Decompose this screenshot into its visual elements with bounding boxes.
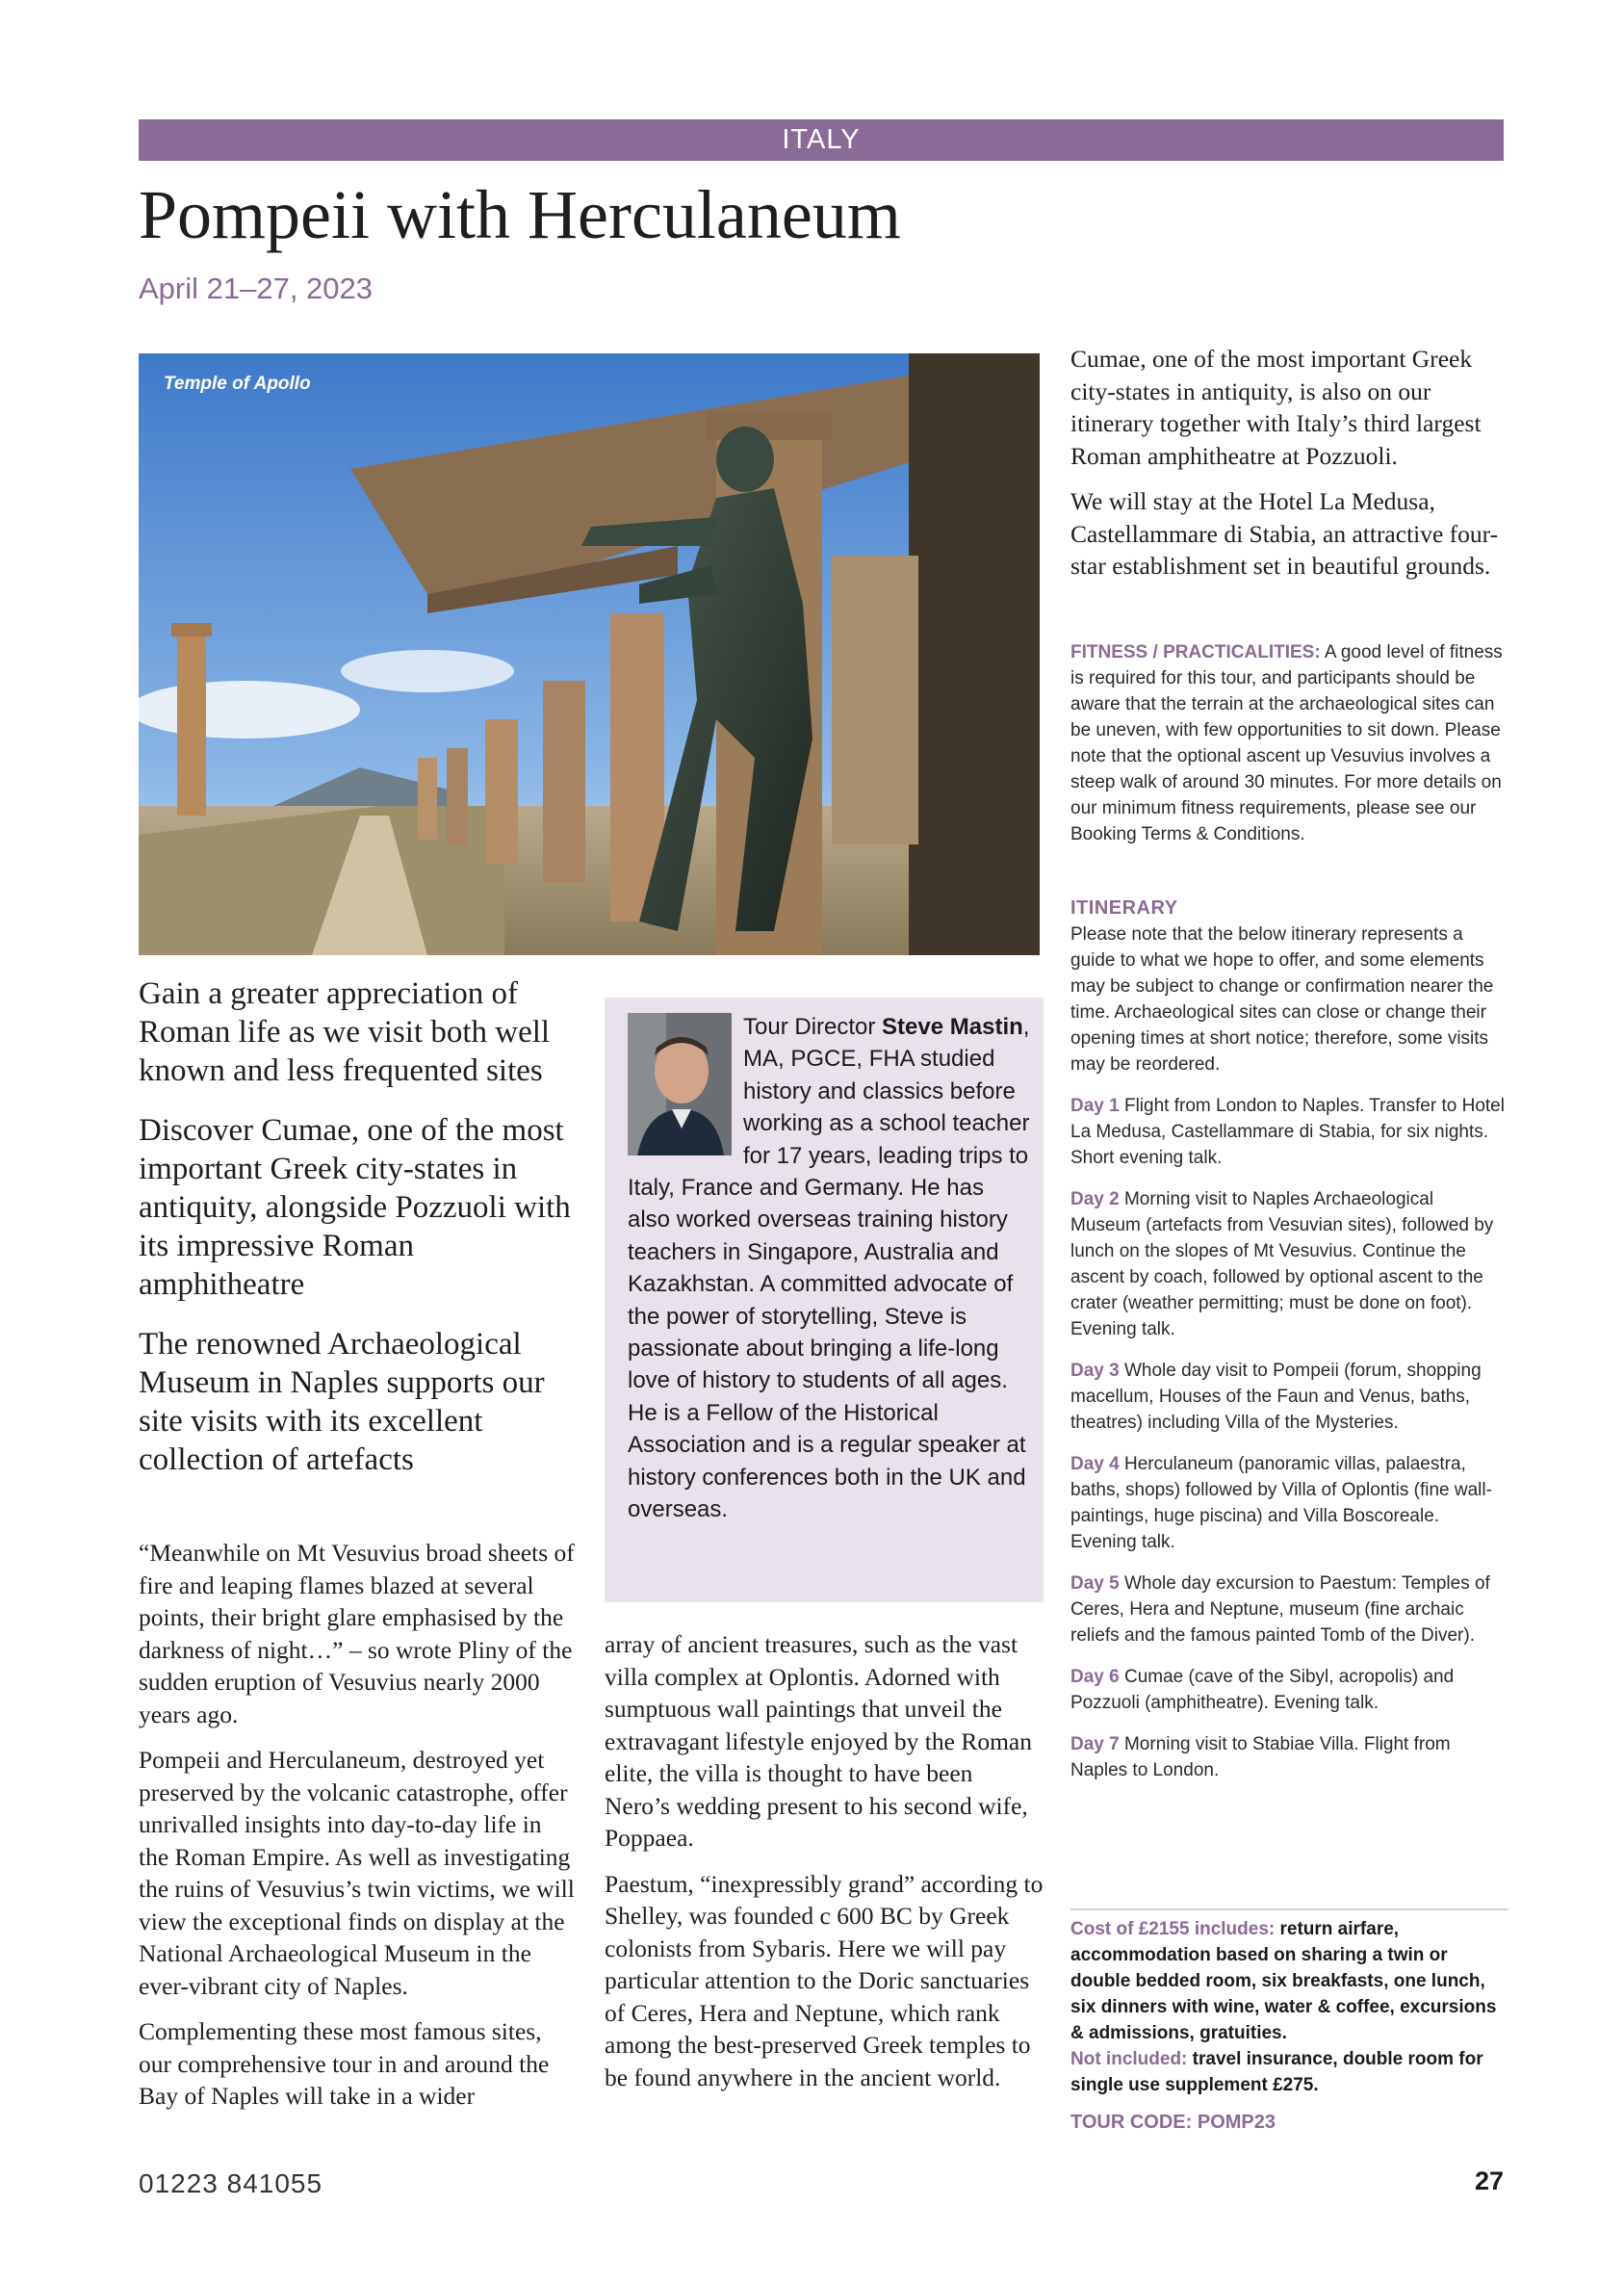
itinerary-day bbox=[1070, 1451, 1508, 1555]
day-label: Day 6 bbox=[1070, 1667, 1120, 1687]
day-label: Day 4 bbox=[1070, 1454, 1120, 1474]
highlight-2: Discover Cumae, one of the most important Greek city-states in antiquity, alongside Pozzuoli with its impressive Roman amphitheatre bbox=[139, 1113, 571, 1302]
fitness-text: A good level of fitness is required for this tour, and participants should be aware that the terrain at the archaeological sites can be uneven, with few opportunities to sit down. Please note that the optional ascent up Vesuvius involves a steep walk of around 30 minutes. For more details on our minimum fitness requirements, please see our Booking Terms & Conditions. bbox=[1070, 642, 1503, 844]
day-text: Herculaneum (panoramic villas, palaestra, baths, shops) followed by Villa of Oplontis (fine wall-paintings, huge piscina) and Villa Boscoreale. Evening talk. bbox=[1070, 1454, 1492, 1552]
phone-number: 01223 841055 bbox=[139, 2168, 323, 2198]
region-banner bbox=[139, 119, 1504, 161]
portrait-image bbox=[628, 1013, 732, 1155]
photo-caption: Temple of Apollo bbox=[164, 374, 311, 394]
day-label: Day 7 bbox=[1070, 1734, 1120, 1754]
column-2-body bbox=[605, 1628, 1044, 2107]
fitness-label: FITNESS / PRACTICALITIES: bbox=[1070, 642, 1321, 662]
intro-body bbox=[139, 1537, 578, 2126]
cost-includes-label: Cost of £2155 includes: bbox=[1070, 1919, 1276, 1939]
fitness-section bbox=[1070, 639, 1508, 863]
temple-of-apollo-photo bbox=[139, 353, 1040, 955]
itinerary-day bbox=[1070, 1664, 1508, 1716]
highlight-3: The renowned Archaeological Museum in Naples supports our site visits with its excellent collection of artefacts bbox=[139, 1327, 545, 1477]
day-text: Cumae (cave of the Sibyl, acropolis) and Pozzuoli (amphitheatre). Evening talk. bbox=[1070, 1667, 1455, 1713]
day-label: Day 1 bbox=[1070, 1096, 1120, 1116]
day-text: Whole day visit to Pompeii (forum, shopping macellum, Houses of the Faun and Venus, baths, theatres) including Villa of the Mysteries. bbox=[1070, 1361, 1482, 1433]
director-name: Steve Mastin bbox=[882, 1014, 1023, 1040]
itinerary-day bbox=[1070, 1093, 1508, 1171]
cost-excluded bbox=[1070, 2046, 1508, 2098]
photo-illustration bbox=[139, 353, 1040, 955]
body-paragraph: Complementing these most famous sites, our comprehensive tour in and around the Bay of Naples will take in a wider bbox=[139, 2017, 550, 2110]
day-text: Flight from London to Naples. Transfer to Hotel La Medusa, Castellammare di Stabia, for six nights. Short evening talk. bbox=[1070, 1096, 1505, 1168]
tour-dates: April 21–27, 2023 bbox=[139, 272, 374, 305]
column-3-intro bbox=[1070, 343, 1508, 596]
highlight-1: Gain a greater appreciation of Roman life as we visit both well known and less frequented sites bbox=[139, 976, 551, 1088]
body-paragraph: “Meanwhile on Mt Vesuvius broad sheets of fire and leaping flames blazed at several points, their bright glare emphasised by the darkness of night…” – so wrote Pliny of the sudden eruption of Vesuvius nearly 2000 years ago. bbox=[139, 1539, 575, 1728]
director-bio: , MA, PGCE, FHA studied history and classics before working as a school teacher for 17 years, leading trips to Italy, France and Germany. He has also worked overseas training history teachers in Singapore, Australia and Kazakhstan. A committed advocate of the power of storytelling, Steve is passionate about bringing a life-long love of history to students of all ages. bbox=[628, 1014, 1030, 1394]
body-paragraph: Pompeii and Herculaneum, destroyed yet preserved by the volcanic catastrophe, offer unrivalled insights into day-to-day life in the Roman Empire. As well as investigating the ruins of Vesuvius’s twin victims, we will view the exceptional finds on display at the National Archaeological Museum in the ever-vibrant city of Naples. bbox=[139, 1746, 575, 2000]
tour-director-text bbox=[628, 1011, 1032, 1526]
itinerary-section bbox=[1070, 895, 1508, 1799]
itinerary-heading: ITINERARY bbox=[1070, 897, 1178, 919]
itinerary-day bbox=[1070, 1186, 1508, 1342]
day-label: Day 2 bbox=[1070, 1189, 1120, 1209]
director-prefix: Tour Director bbox=[743, 1014, 883, 1040]
day-text: Morning visit to Stabiae Villa. Flight from Naples to London. bbox=[1070, 1734, 1451, 1780]
cost-includes-text: return airfare, accommodation based on sharing a twin or double bedded room, six breakfasts, one lunch, six dinners with wine, water & coffee, excursions & admissions, gratuities. bbox=[1070, 1919, 1497, 2043]
fitness-paragraph bbox=[1070, 639, 1508, 847]
director-portrait bbox=[628, 1013, 743, 1165]
body-paragraph: Paestum, “inexpressibly grand” according to Shelley, was founded c 600 BC by Greek colonists from Sybaris. Here we will pay particular attention to the Doric sanctuaries of Ceres, Hera and Neptune, which rank among the best-preserved Greek temples to be found anywhere in the ancient world. bbox=[605, 1869, 1044, 2091]
itinerary-day bbox=[1070, 1358, 1508, 1436]
day-text: Morning visit to Naples Archaeological Museum (artefacts from Vesuvian sites), followed by lunch on the slopes of Mt Vesuvius. Continue the ascent by coach, followed by optional ascent to the crater (weather permitting; must be done on foot). Evening talk. bbox=[1070, 1189, 1494, 1339]
cost-section bbox=[1070, 1916, 1508, 2136]
body-paragraph: Cumae, one of the most important Greek city-states in antiquity, is also on our itinerary together with Italy’s third largest Roman amphitheatre at Pozzuoli. bbox=[1070, 345, 1482, 470]
day-label: Day 3 bbox=[1070, 1361, 1120, 1381]
region-label: ITALY bbox=[782, 124, 861, 155]
body-paragraph: We will stay at the Hotel La Medusa, Castellammare di Stabia, an attractive four-star establishment set in beautiful grounds. bbox=[1070, 487, 1499, 580]
page-number: 27 bbox=[1474, 2167, 1504, 2195]
cost-includes bbox=[1070, 1916, 1508, 2046]
itinerary-day bbox=[1070, 1570, 1508, 1648]
body-paragraph: array of ancient treasures, such as the vast villa complex at Oplontis. Adorned with sumptuous wall paintings that unveil the extravagant lifestyle enjoyed by the Roman elite, the villa is thought to have been Nero’s wedding present to his second wife, Poppaea. bbox=[605, 1630, 1032, 1852]
director-fellow: He is a Fellow of the Historical Association and is a regular speaker at history conferences both in the UK and overseas. bbox=[628, 1399, 1026, 1523]
not-included-label: Not included: bbox=[1070, 2049, 1188, 2069]
page-title: Pompeii with Herculaneum bbox=[139, 176, 901, 253]
divider bbox=[1070, 1908, 1508, 1910]
not-included-text: travel insurance, double room for single use supplement £275. bbox=[1070, 2049, 1483, 2095]
itinerary-day bbox=[1070, 1731, 1508, 1783]
day-label: Day 5 bbox=[1070, 1573, 1120, 1594]
highlights-column bbox=[139, 974, 578, 1500]
itinerary-intro: Please note that the below itinerary represents a guide to what we hope to offer, and some elements may be subject to change or confirmation nearer the time. Archaeological sites can close or change their opening times at short notice; therefore, some visits may be reordered. bbox=[1070, 924, 1494, 1075]
day-text: Whole day excursion to Paestum: Temples of Ceres, Hera and Neptune, museum (fine archaic reliefs and the famous painted Tomb of the Diver). bbox=[1070, 1573, 1490, 1646]
tour-code: TOUR CODE: POMP23 bbox=[1070, 2112, 1276, 2133]
